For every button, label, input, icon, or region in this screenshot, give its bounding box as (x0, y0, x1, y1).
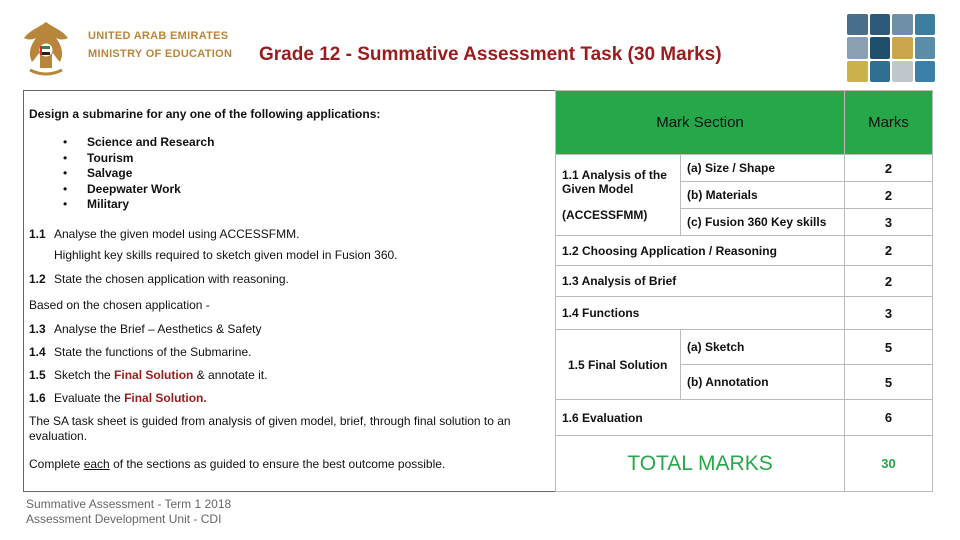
section-1-5-label: 1.5 Final Solution (556, 330, 681, 400)
table-row (556, 91, 933, 155)
completion-note: Complete each of the sections as guided to ensure the best outcome possible. (29, 456, 446, 471)
list-item: • Science and Research (63, 135, 555, 151)
list-item: • Military (63, 197, 555, 213)
mark-value: 2 (845, 182, 933, 209)
criteria-materials: (b) Materials (681, 182, 845, 209)
mark-section-header: Mark Section (556, 91, 845, 155)
page-title: Grade 12 - Summative Assessment Task (30 Marks) (259, 44, 722, 65)
table-row (556, 330, 933, 365)
task-intro: Design a submarine for any one of the following applications: (29, 107, 381, 121)
mark-value: 5 (845, 365, 933, 400)
footer: Summative Assessment - Term 1 2018 Assessment Development Unit - CDI (26, 497, 232, 526)
table-row (556, 436, 933, 492)
mark-value: 2 (845, 155, 933, 182)
mark-value: 3 (845, 209, 933, 236)
total-marks-label: TOTAL MARKS (556, 436, 845, 492)
table-row (556, 155, 933, 182)
step-1-3: 1.3 Analyse the Brief – Aesthetics & Safety (29, 321, 262, 336)
section-1-3-label: 1.3 Analysis of Brief (556, 266, 845, 297)
step-1-1-sub: Highlight key skills required to sketch given model in Fusion 360. (54, 247, 398, 262)
mark-value: 6 (845, 400, 933, 436)
table-row (556, 297, 933, 330)
submarine-photo-collage (847, 14, 935, 82)
criteria-annotation: (b) Annotation (681, 365, 845, 400)
step-1-2: 1.2 State the chosen application with reasoning. (29, 271, 289, 286)
criteria-sketch: (a) Sketch (681, 330, 845, 365)
applications-list (63, 135, 555, 213)
step-1-4: 1.4 State the functions of the Submarine. (29, 344, 252, 359)
uae-emblem-icon (20, 18, 72, 80)
ministry-logo-text: UNITED ARAB EMIRATES MINISTRY OF EDUCATION (88, 30, 233, 60)
list-item: • Salvage (63, 166, 555, 182)
table-row (556, 266, 933, 297)
table-row (556, 236, 933, 266)
section-1-1-label: 1.1 Analysis of the Given Model (ACCESSFMM) (556, 155, 681, 236)
section-1-6-label: 1.6 Evaluation (556, 400, 845, 436)
mark-value: 3 (845, 297, 933, 330)
list-item: • Tourism (63, 151, 555, 167)
task-instructions-panel (23, 90, 555, 492)
section-1-4-label: 1.4 Functions (556, 297, 845, 330)
marks-table (555, 90, 933, 492)
total-marks-value: 30 (845, 436, 933, 492)
criteria-size-shape: (a) Size / Shape (681, 155, 845, 182)
step-1-5: 1.5 Sketch the Final Solution & annotate it. (29, 367, 268, 382)
list-item: • Deepwater Work (63, 182, 555, 198)
step-1-6: 1.6 Evaluate the Final Solution. (29, 390, 207, 405)
guidance-paragraph: The SA task sheet is guided from analysis of given model, brief, through final solution to an evaluation. (29, 413, 511, 443)
marks-header: Marks (845, 91, 933, 155)
mark-value: 2 (845, 266, 933, 297)
mark-value: 5 (845, 330, 933, 365)
step-1-1: 1.1 Analyse the given model using ACCESSFMM. (29, 226, 300, 241)
based-on-text: Based on the chosen application - (29, 297, 210, 312)
criteria-fusion-skills: (c) Fusion 360 Key skills (681, 209, 845, 236)
section-1-2-label: 1.2 Choosing Application / Reasoning (556, 236, 845, 266)
table-row (556, 400, 933, 436)
mark-value: 2 (845, 236, 933, 266)
